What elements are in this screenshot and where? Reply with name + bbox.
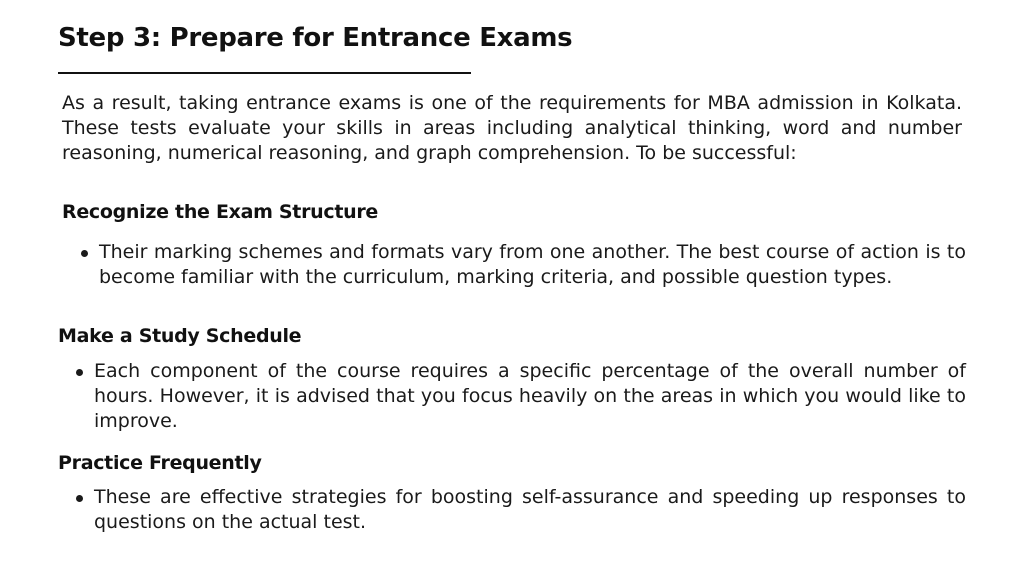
title-underline bbox=[58, 72, 471, 74]
section-heading-practice: Practice Frequently bbox=[58, 452, 262, 474]
section-heading-study-schedule: Make a Study Schedule bbox=[58, 325, 302, 347]
bullet-text-practice: These are effective strategies for boosting self-assurance and speeding up responses to questions on the actual test. bbox=[94, 486, 966, 533]
bullet-icon bbox=[76, 495, 83, 502]
bullet-text-exam-structure: Their marking schemes and formats vary from one another. The best course of action is to become familiar with the curriculum, marking criteria, and possible question types. bbox=[99, 241, 966, 288]
page-title: Step 3: Prepare for Entrance Exams bbox=[58, 23, 573, 53]
bullet-text-study-schedule: Each component of the course requires a specific percentage of the overall number of hours. However, it is advised that you focus heavily on the areas in which you would like to improve. bbox=[94, 360, 966, 432]
intro-paragraph: As a result, taking entrance exams is one of the requirements for MBA admission in Kolkata. These tests evaluate your skills in areas including analytical thinking, word and number reasoning, numerical reasoning, and graph comprehension. To be successful: bbox=[62, 92, 962, 164]
bullet-icon bbox=[76, 369, 83, 376]
section-heading-exam-structure: Recognize the Exam Structure bbox=[62, 201, 379, 223]
bullet-icon bbox=[81, 250, 88, 257]
